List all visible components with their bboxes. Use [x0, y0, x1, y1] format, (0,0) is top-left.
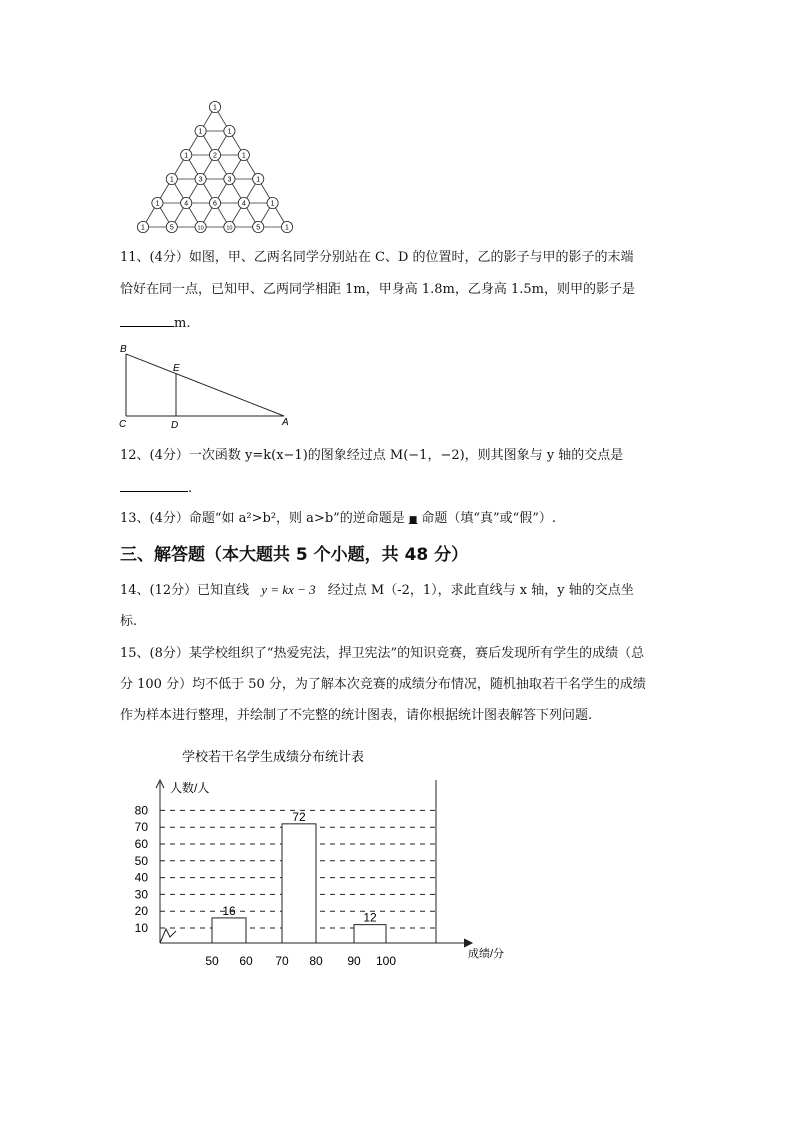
- triangle-node-value: 1: [285, 224, 289, 232]
- y-tick-label: 10: [134, 921, 148, 935]
- question-12-answer-line: [120, 477, 192, 499]
- y-axis-label: 人数/人: [170, 781, 210, 795]
- triangle-node: [224, 125, 235, 136]
- question-14-prefix: 14、(12分）已知直线: [120, 583, 250, 598]
- triangle-node-value: 3: [198, 176, 203, 184]
- bar-value-label: 12: [363, 910, 377, 925]
- question-14-suffix: 经过点 M（-2，1），求此直线与 x 轴，y 轴的交点坐: [327, 583, 634, 598]
- question-13-text: 13、(4分）命题“如 a²>b²，则 a>b”的逆命题是: [120, 511, 405, 526]
- y-tick-label: 30: [134, 887, 148, 902]
- x-tick-label: 90: [347, 954, 361, 968]
- triangle-node: [209, 197, 220, 208]
- triangle-node: [166, 173, 177, 184]
- x-axis-arrow: [464, 939, 472, 947]
- y-tick-label: 60: [134, 837, 148, 851]
- x-tick-label: 80: [309, 954, 323, 968]
- point-label-c: C: [119, 419, 127, 430]
- question-11-line-2: 恰好在同一点，已知甲、乙两同学相距 1m，甲身高 1.8m，乙身高 1.5m，则甲的影子是: [120, 282, 635, 297]
- point-label-e: E: [173, 363, 180, 374]
- triangle-node-value: 6: [213, 200, 217, 208]
- triangle-node: [195, 221, 206, 232]
- triangle-node-value: 1: [256, 176, 261, 184]
- score-distribution-chart: [120, 740, 540, 980]
- question-13: [120, 509, 556, 530]
- question-13-tail: 命题（填“真”或“假”）.: [421, 511, 557, 526]
- triangle-node: [209, 101, 220, 112]
- triangle-node-value: 1: [141, 224, 145, 232]
- bar-value-label: 16: [222, 903, 236, 918]
- line-equation: y = kx − 3: [261, 582, 316, 597]
- section-title: 三、解答题（本大题共 5 个小题，共 48 分）: [120, 545, 469, 565]
- x-tick-label: 100: [375, 954, 397, 968]
- triangle-node: [267, 197, 278, 208]
- triangle-node: [209, 149, 220, 160]
- bar-value-label: 72: [292, 809, 306, 824]
- triangle-node: [195, 173, 206, 184]
- point-label-d: D: [171, 420, 179, 431]
- y-tick-label: 20: [134, 904, 148, 919]
- y-tick-label: 80: [134, 803, 148, 818]
- triangle-node-value: 1: [241, 152, 246, 160]
- triangle-node: [195, 125, 206, 136]
- triangle-edges: [143, 107, 287, 227]
- shadow-geometry-figure: [112, 340, 302, 432]
- axis-break: [160, 929, 176, 943]
- triangle-node: [281, 221, 292, 232]
- triangle-node: [224, 221, 235, 232]
- x-tick-label: 60: [239, 954, 253, 968]
- question-15-line-2: 分 100 分）均不低于 50 分，为了解本次竞赛的成绩分布情况，随机抽取若干名学生的成绩: [120, 677, 646, 692]
- triangle-node: [224, 173, 235, 184]
- triangle-node-value: 3: [227, 176, 232, 184]
- triangle-node-value: 5: [256, 224, 261, 232]
- triangle-node-value: 1: [169, 176, 174, 184]
- triangle-node-value: 4: [184, 200, 189, 208]
- answer-unit: m.: [174, 316, 191, 331]
- question-11-answer-line: [120, 312, 190, 334]
- triangle-node-value: 1: [270, 200, 275, 208]
- question-11-line-1: 11、(4分）如图，甲、乙两名同学分别站在 C、D 的位置时，乙的影子与甲的影子的末端: [120, 250, 634, 265]
- histogram-bar: [282, 824, 316, 943]
- y-tick-label: 70: [134, 820, 148, 835]
- question-15-line-1: 15、(8分）某学校组织了“热爱宪法，捍卫宪法”的知识竞赛，赛后发现所有学生的成绩（总: [120, 646, 645, 661]
- triangle-node: [253, 221, 264, 232]
- question-14-line-1: [120, 580, 634, 601]
- triangle-node: [137, 221, 148, 232]
- triangle-node-value: 1: [227, 128, 232, 136]
- question-14-line-2: 标.: [120, 614, 138, 629]
- triangle-node-value: 10: [226, 225, 233, 232]
- triangle-node-value: 1: [184, 152, 189, 160]
- triangle-node-value: 5: [169, 224, 174, 232]
- answer-suffix: .: [188, 481, 193, 496]
- triangle-node: [238, 149, 249, 160]
- triangle-node-value: 10: [197, 225, 204, 232]
- triangle-node-value: 4: [241, 200, 246, 208]
- x-tick-label: 50: [205, 954, 219, 968]
- histogram-bar: [354, 925, 386, 943]
- answer-mark: ■: [408, 515, 418, 525]
- triangle-node: [253, 173, 264, 184]
- triangle-node-value: 1: [155, 200, 160, 208]
- y-tick-label: 50: [134, 853, 148, 868]
- triangle-node: [238, 197, 249, 208]
- number-triangle-figure: [130, 96, 300, 242]
- point-label-a: A: [282, 417, 289, 428]
- triangle-node-value: 2: [213, 152, 217, 160]
- chart-title: 学校若干名学生成绩分布统计表: [182, 749, 365, 764]
- point-label-b: B: [120, 344, 127, 355]
- y-tick-label: 40: [134, 870, 148, 885]
- answer-blank[interactable]: [120, 312, 174, 327]
- x-axis-label: 成绩/分: [468, 948, 505, 960]
- triangle-node-value: 1: [213, 104, 217, 112]
- question-12-line-1: 12、(4分）一次函数 y=k(x−1)的图象经过点 M(−1，−2)，则其图象与 y 轴的交点是: [120, 448, 624, 463]
- triangle-node-value: 1: [198, 128, 203, 136]
- histogram-bar: [212, 918, 246, 943]
- triangle-node: [181, 149, 192, 160]
- triangle-node: [181, 197, 192, 208]
- x-tick-label: 70: [275, 954, 289, 968]
- triangle-node: [166, 221, 177, 232]
- triangle-node: [152, 197, 163, 208]
- question-15-line-3: 作为样本进行整理，并绘制了不完整的统计图表，请你根据统计图表解答下列问题.: [120, 708, 593, 723]
- answer-blank[interactable]: [120, 477, 188, 492]
